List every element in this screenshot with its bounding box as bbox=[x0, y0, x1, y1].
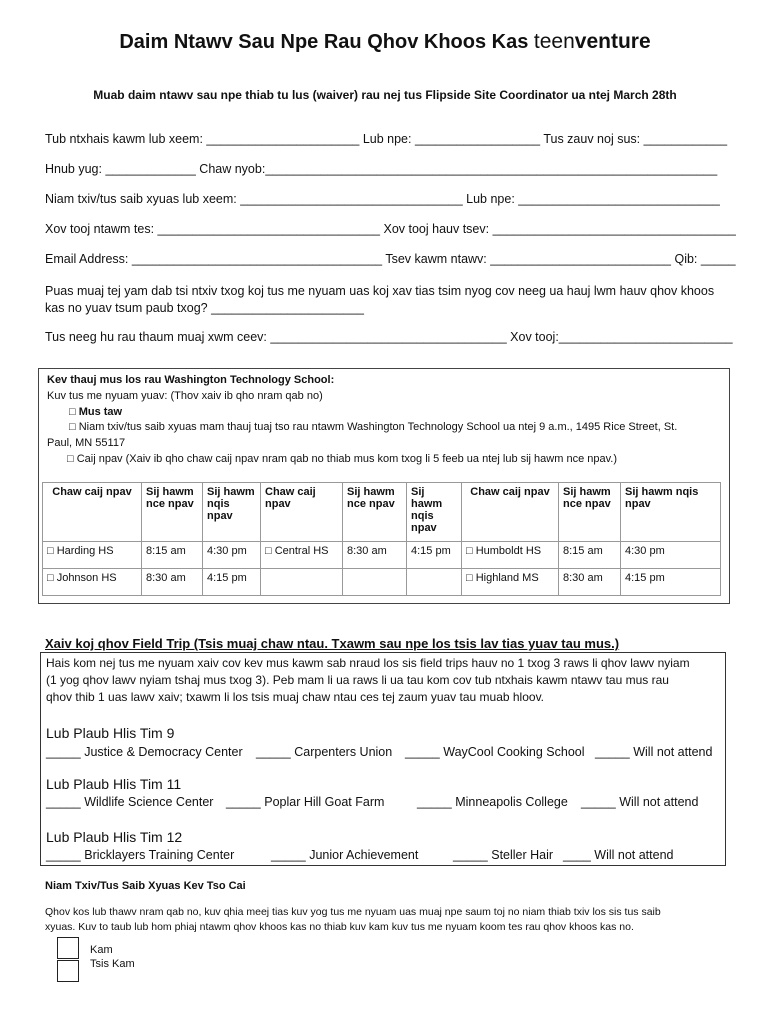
consent-line: Qhov kos lub thawv nram qab no, kuv qhia meej tias kuv yog tus me nyuam uas muaj npe saum toj no niam thiab txiv los sis tus saib bbox=[45, 906, 661, 918]
additional-info-question: Puas muaj tej yam dab tsi ntxiv txog koj tus me nyuam uas koj xav tias tsim nyog cov neeg ua hauj lwm hauv qhov khoos bbox=[45, 284, 715, 298]
table-cell bbox=[261, 569, 343, 596]
day2-option[interactable]: _____ Poplar Hill Goat Farm bbox=[226, 795, 385, 809]
bus-stop-humboldt[interactable]: □ Humboldt HS bbox=[462, 542, 559, 569]
table-row bbox=[43, 569, 721, 596]
table-header-row bbox=[43, 483, 721, 542]
table-header: Sij hawm nce npav bbox=[343, 483, 407, 542]
fieldtrip-intro bbox=[46, 655, 718, 706]
transport-question: Kuv tus me nyuam yuav: (Thov xaiv ib qho nram qab no) bbox=[47, 390, 323, 402]
emergency-contact-field[interactable]: Tus neeg hu rau thaum muaj xwm ceev: __________________________________ Xov tooj:_________________________ bbox=[45, 330, 733, 344]
day1-option[interactable]: _____ WayCool Cooking School bbox=[405, 745, 585, 759]
intro-line: Hais kom nej tus me nyuam xaiv cov kev mus kawm sab nraud los sis field trips hauv no 1 txog 3 raws li qhov lawv nyiam bbox=[46, 656, 690, 670]
day1-option[interactable]: _____ Justice & Democracy Center bbox=[46, 745, 243, 759]
day1-option[interactable]: _____ Carpenters Union bbox=[256, 745, 393, 759]
day2-option[interactable]: _____ Wildlife Science Center bbox=[46, 795, 214, 809]
intro-line: qhov thib 1 uas lawv xaiv; txawm li los tsis muaj chaw ntau ces tej zaum yuav tau muab hloov. bbox=[46, 690, 545, 704]
table-header: Sij hawm nce npav bbox=[142, 483, 203, 542]
bus-stop-highland[interactable]: □ Highland MS bbox=[462, 569, 559, 596]
day3-option[interactable]: ____ Will not attend bbox=[563, 848, 674, 862]
day3-heading: Lub Plaub Hlis Tim 12 bbox=[46, 829, 183, 845]
table-row bbox=[43, 542, 721, 569]
table-cell: 8:30 am bbox=[343, 542, 407, 569]
page-title bbox=[0, 30, 770, 54]
table-header: Sij hawm nqis npav bbox=[203, 483, 261, 542]
option-walk[interactable]: □ Mus taw bbox=[69, 406, 123, 418]
table-cell: 8:30 am bbox=[559, 569, 621, 596]
table-cell bbox=[407, 569, 462, 596]
table-header: Chaw caij npav bbox=[43, 483, 142, 542]
day2-option[interactable]: _____ Minneapolis College bbox=[417, 795, 568, 809]
consent-text bbox=[45, 905, 735, 935]
option-bus[interactable]: □ Caij npav (Xaiv ib qho chaw caij npav nram qab no thiab mus kom txog li 5 feeb ua ntej lub sij hawm nce npav.) bbox=[67, 453, 618, 465]
table-cell: 4:30 pm bbox=[203, 542, 261, 569]
email-school-grade-field[interactable]: Email Address: ____________________________________ Tsev kawm ntawv: __________________________ Qib: _____ bbox=[45, 252, 736, 266]
transport-heading: Kev thauj mus los rau Washington Technology School: bbox=[47, 374, 335, 386]
consent-yes-label: Kam bbox=[90, 944, 113, 956]
bus-schedule-table bbox=[42, 482, 721, 596]
fieldtrip-title: Xaiv koj qhov Field Trip (Tsis muaj chaw ntau. Txawm sau npe los tsis lav tias yuav tau mus.) bbox=[45, 636, 620, 651]
day2-option[interactable]: _____ Will not attend bbox=[581, 795, 699, 809]
table-cell: 8:15 am bbox=[142, 542, 203, 569]
teenventure-logo bbox=[534, 30, 651, 53]
intro-line: (1 yog qhov lawv nyiam tshaj mus txog 3). Peb mam li ua raws li ua tau kom cov tub ntxhais kawm ntawv tau mus rau bbox=[46, 673, 669, 687]
subtitle: Muab daim ntawv sau npe thiab tu lus (waiver) rau nej tus Flipside Site Coordinator ua ntej March 28th bbox=[93, 88, 677, 102]
bus-stop-johnson[interactable]: □ Johnson HS bbox=[43, 569, 142, 596]
table-header: Sij hawm nqis npav bbox=[621, 483, 721, 542]
table-cell: 8:15 am bbox=[559, 542, 621, 569]
table-cell: 4:15 pm bbox=[203, 569, 261, 596]
table-cell bbox=[343, 569, 407, 596]
day3-option[interactable]: _____ Junior Achievement bbox=[271, 848, 419, 862]
brand-venture: venture bbox=[574, 30, 651, 53]
phone-field[interactable]: Xov tooj ntawm tes: ________________________________ Xov tooj hauv tsev: ___________________________________ bbox=[45, 222, 736, 236]
student-name-field[interactable]: Tub ntxhais kawm lub xeem: ______________________ Lub npe: __________________ Tus zauv noj sus: ____________ bbox=[45, 132, 728, 146]
consent-line: xyuas. Kuv to taub lub hom phiaj ntawm qhov khoos kas no thiab kuv kam kuv tus me nyuam koom tes rau qhov khoos kas no. bbox=[45, 921, 634, 933]
table-cell: 8:30 am bbox=[142, 569, 203, 596]
table-header: Sij hawm nce npav bbox=[559, 483, 621, 542]
consent-no-checkbox[interactable] bbox=[57, 960, 79, 982]
birthdate-address-field[interactable]: Hnub yug: _____________ Chaw nyob:_________________________________________________________________ bbox=[45, 162, 718, 176]
option-dropoff[interactable]: □ Niam txiv/tus saib xyuas mam thauj tuaj tso rau ntawm Washington Technology School ua ntej 9 a.m., 1495 Rice Street, St. bbox=[69, 421, 678, 433]
title-text: Daim Ntawv Sau Npe Rau Qhov Khoos Kas bbox=[119, 31, 534, 53]
table-cell: 4:15 pm bbox=[621, 569, 721, 596]
table-cell: 4:15 pm bbox=[407, 542, 462, 569]
parent-name-field[interactable]: Niam txiv/tus saib xyuas lub xeem: ________________________________ Lub npe: _____________________________ bbox=[45, 192, 720, 206]
day2-heading: Lub Plaub Hlis Tim 11 bbox=[46, 776, 182, 792]
fieldtrip-section bbox=[40, 652, 726, 866]
table-header: Sij hawm nqis npav bbox=[407, 483, 462, 542]
consent-yes-checkbox[interactable] bbox=[57, 937, 79, 959]
option-dropoff-address: Paul, MN 55117 bbox=[47, 437, 126, 449]
brand-teen: teen bbox=[533, 30, 575, 53]
day1-heading: Lub Plaub Hlis Tim 9 bbox=[46, 725, 175, 741]
day1-option[interactable]: _____ Will not attend bbox=[595, 745, 713, 759]
additional-info-field[interactable]: kas no yuav tsum paub txog? ______________________ bbox=[45, 301, 365, 315]
transportation-section bbox=[38, 368, 730, 604]
day3-option[interactable]: _____ Bricklayers Training Center bbox=[46, 848, 235, 862]
consent-heading: Niam Txiv/Tus Saib Xyuas Kev Tso Cai bbox=[45, 880, 246, 892]
table-header: Chaw caij npav bbox=[261, 483, 343, 542]
bus-stop-central[interactable]: □ Central HS bbox=[261, 542, 343, 569]
bus-stop-harding[interactable]: □ Harding HS bbox=[43, 542, 142, 569]
table-cell: 4:30 pm bbox=[621, 542, 721, 569]
day3-option[interactable]: _____ Steller Hair bbox=[453, 848, 554, 862]
table-header: Chaw caij npav bbox=[462, 483, 559, 542]
consent-no-label: Tsis Kam bbox=[90, 958, 135, 970]
